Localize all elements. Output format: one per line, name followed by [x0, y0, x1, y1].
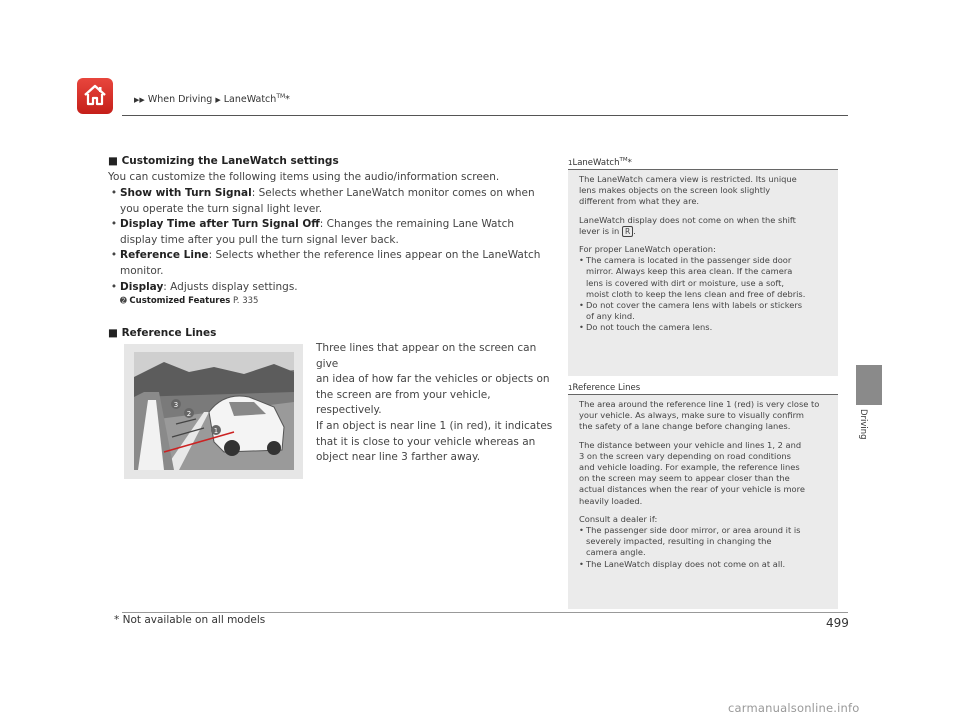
- chapter-tab-label: Driving: [858, 409, 868, 440]
- note-icon: 1: [568, 158, 573, 167]
- watermark: carmanualsonline.info: [728, 701, 860, 715]
- page-number: 499: [826, 616, 849, 630]
- home-icon: [82, 82, 108, 108]
- header-divider: [122, 115, 848, 116]
- note-title: 1Reference Lines: [568, 383, 641, 393]
- home-button[interactable]: [77, 78, 113, 114]
- section-heading: [108, 155, 339, 167]
- list-item: • Show with Turn Signal: Selects whether LaneWatch monitor comes on when: [110, 187, 535, 199]
- cross-reference-icon: ➋: [120, 296, 127, 305]
- breadcrumb-item[interactable]: LaneWatch: [223, 94, 277, 106]
- note-panel: The area around the reference line 1 (red) is very close to your vehicle. As always, make sure to visually confirm the safety of a lane change before changing lanes. The distance between your vehicle and lines 1, 2 and 3 on the screen vary depending on road conditions and vehicle loading. For example, the reference lines on the screen may seem to appear closer than the actual distances when the rear of your vehicle is more heavily loaded. Consult a dealer if: • The passenger side door mirror, or area around it is severely impacted, resulting in changing the camera angle. • The LaneWatch display does not come on at all.: [568, 395, 838, 609]
- footer-divider: [122, 612, 848, 613]
- settings-list: [108, 186, 553, 295]
- chapter-tab-label-wrap: [857, 409, 876, 449]
- section-title: Customizing the LaneWatch settings: [121, 155, 339, 167]
- list-item: • Display: Adjusts display settings.: [110, 280, 298, 293]
- list-item: • Reference Line: Selects whether the reference lines appear on the LaneWatch: [110, 249, 541, 262]
- trademark: TM: [276, 93, 286, 100]
- chapter-tab[interactable]: [856, 365, 882, 405]
- note-panel: The LaneWatch camera view is restricted. Its unique lens makes objects on the screen look slightly different from what they are. LaneWatch display does not come on when the shift lever is in R . For proper LaneWatch operation: • The camera is located in the passenger side door mirror. Always keep this area clean. If the camera lens is covered with dirt or moisture, use a soft, moist cloth to keep the lens clean and free of debris. • Do not cover the camera lens with labels or stickers of any kind. • Do not touch the camera lens.: [568, 170, 838, 376]
- marker-label: 1: [213, 427, 219, 435]
- cross-reference-link[interactable]: ➋ Customized Features P. 335: [120, 296, 259, 306]
- list-item-cont: you operate the turn signal light lever.: [120, 202, 323, 215]
- section-title: Reference Lines: [121, 327, 217, 339]
- r-key-icon: R: [622, 226, 633, 237]
- list-item-cont: monitor.: [120, 264, 164, 277]
- breadcrumb: [134, 93, 290, 105]
- section-square-icon: ■: [108, 155, 118, 167]
- asterisk: *: [285, 94, 290, 106]
- breadcrumb-item[interactable]: When Driving: [147, 94, 213, 106]
- note-icon: 1: [568, 384, 573, 392]
- list-item: • Display Time after Turn Signal Off: Changes the remaining Lane Watch: [110, 218, 515, 231]
- marker-label: 3: [173, 401, 179, 409]
- breadcrumb-arrow-icon: ▶▶: [134, 96, 145, 105]
- intro-text: You can customize the following items using the audio/information screen.: [108, 171, 500, 183]
- note-title: 1LaneWatch™*: [568, 157, 632, 168]
- camera-view-illustration: [134, 352, 294, 470]
- breadcrumb-arrow-icon: ▶: [215, 96, 221, 105]
- reference-lines-text: Three lines that appear on the screen can give an idea of how far the vehicles or objects on the screen are from your vehicle, respectively. If an object is near line 1 (in red), it indicates that it is close to your vehicle whereas an object near line 3 farther away.: [316, 342, 553, 464]
- lanewatch-screen-image: [124, 344, 303, 479]
- section-heading: [108, 327, 216, 339]
- footnote: * Not available on all models: [114, 614, 266, 626]
- section-square-icon: ■: [108, 327, 118, 339]
- marker-label: 2: [186, 410, 192, 418]
- list-item-cont: display time after you pull the turn signal lever back.: [120, 233, 399, 246]
